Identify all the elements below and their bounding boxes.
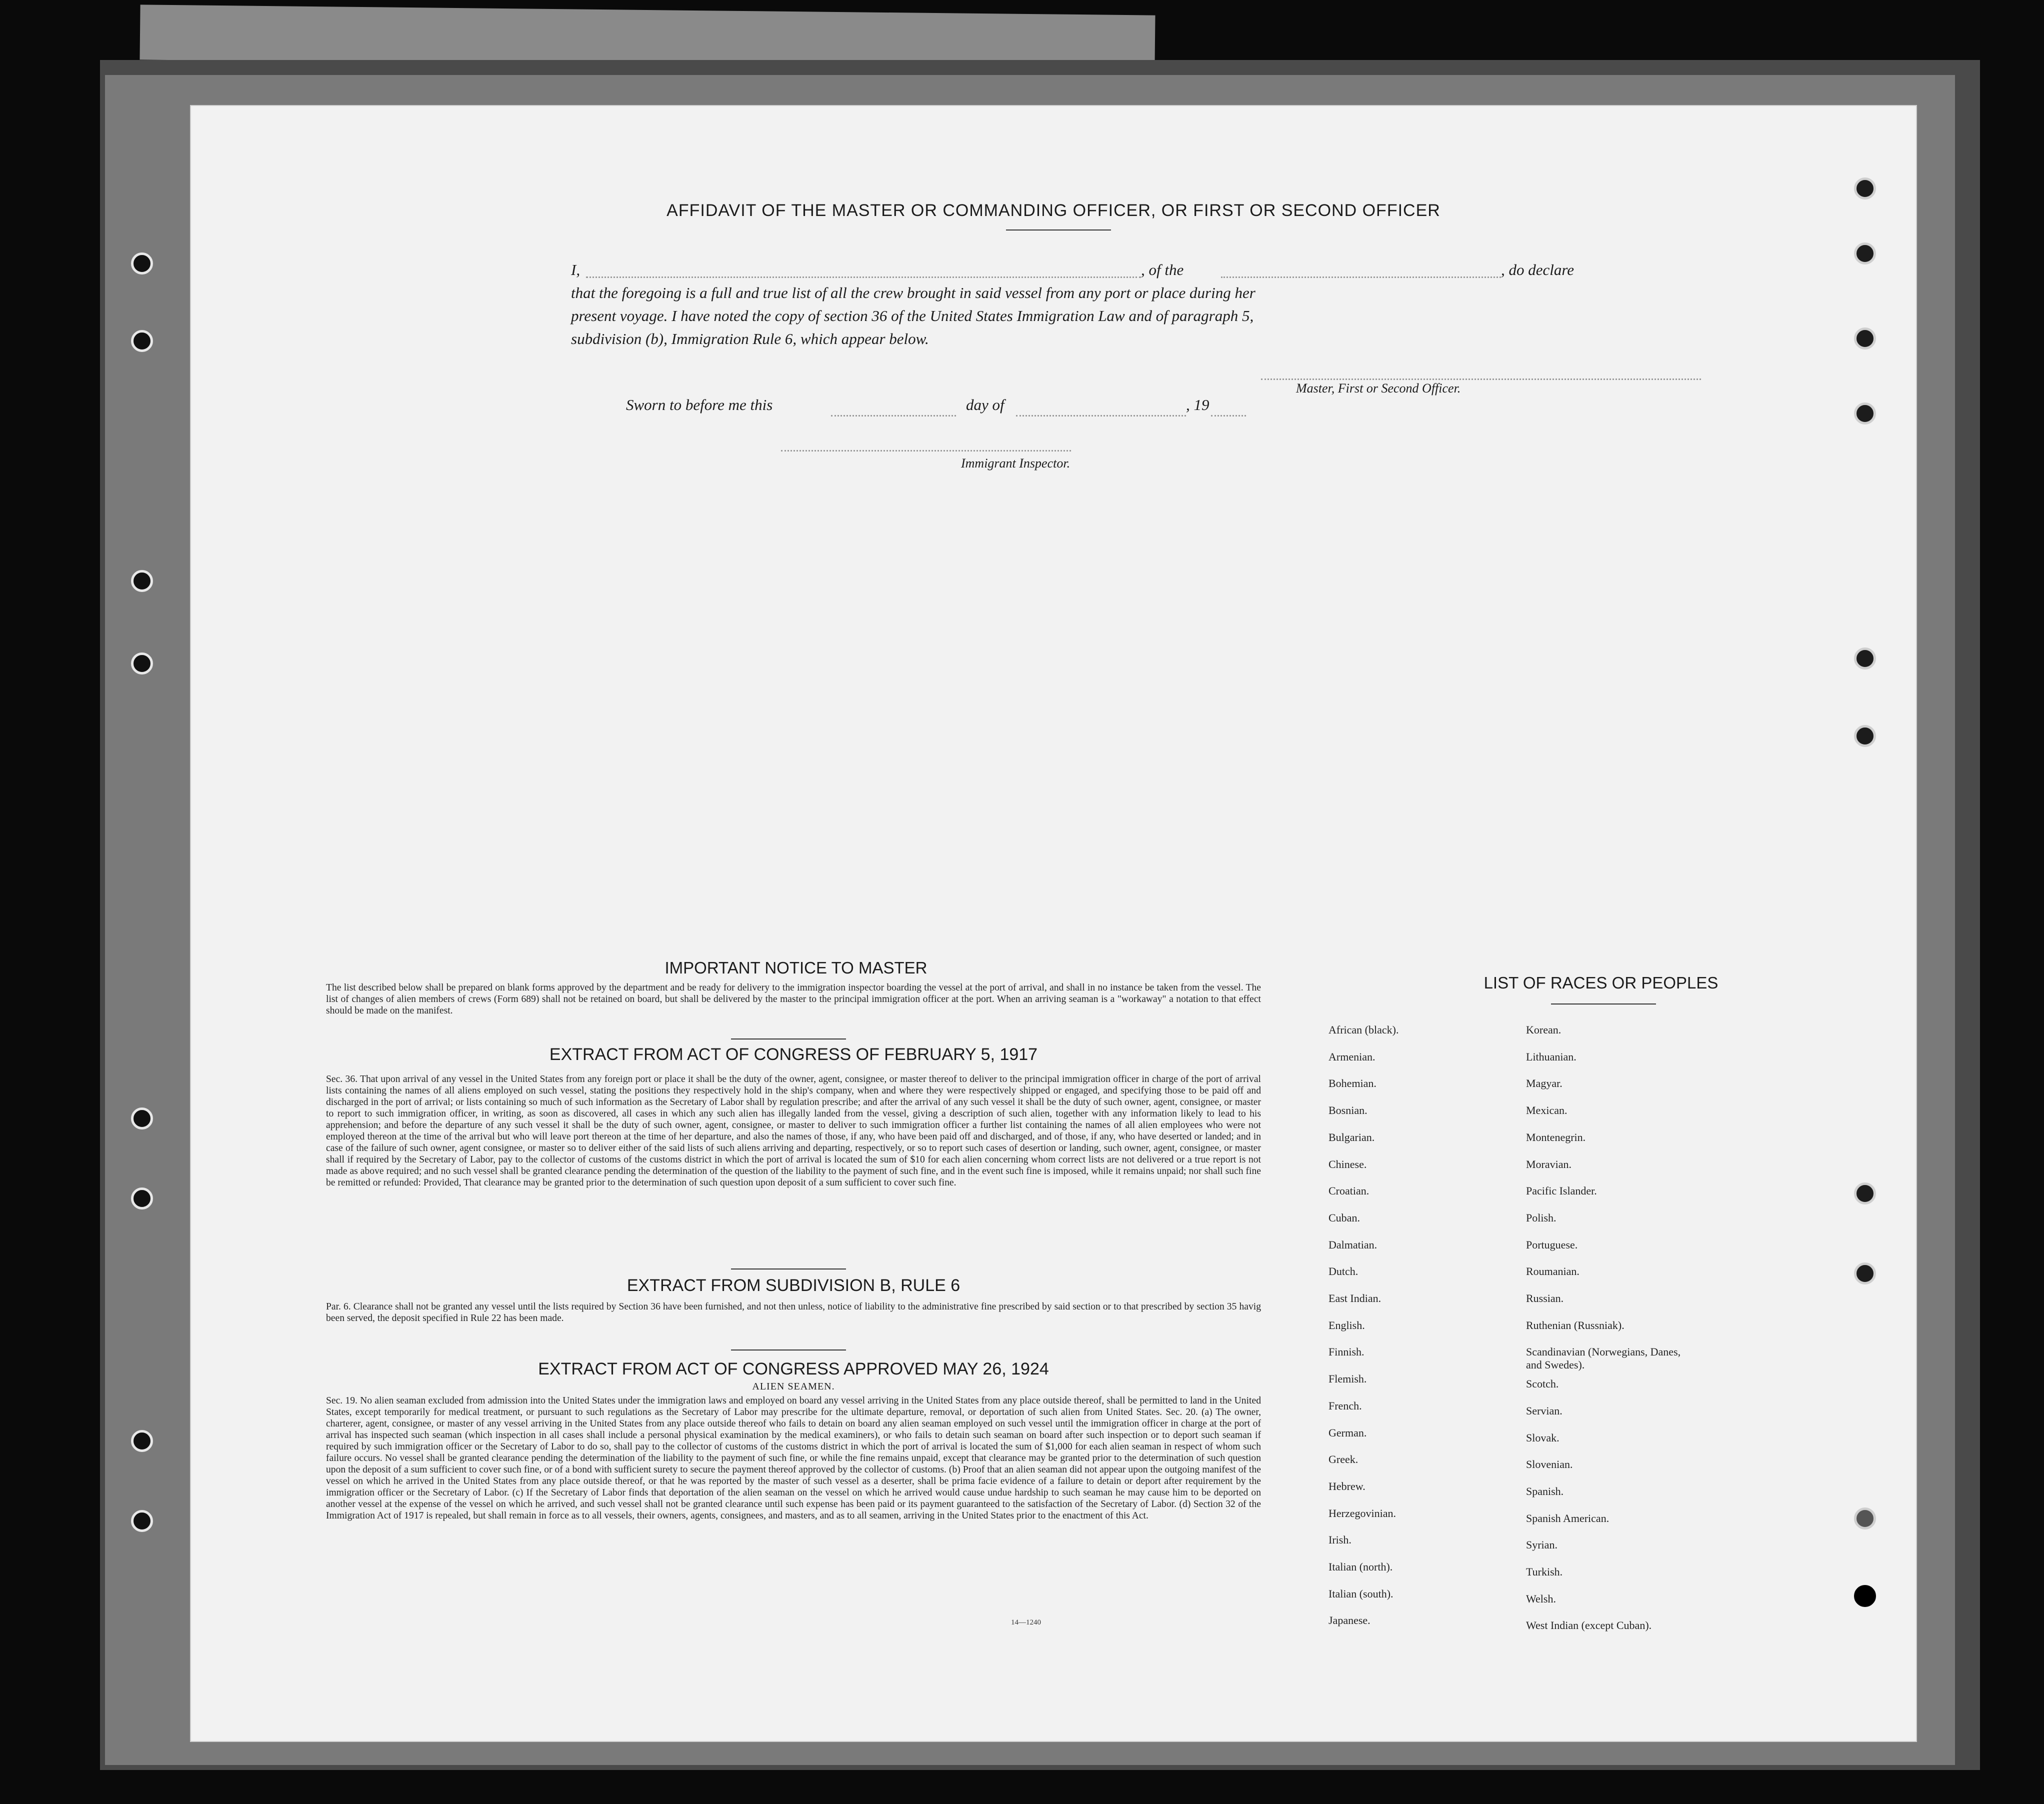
- manifest-page: [190, 105, 1917, 1742]
- binder-hole: [131, 570, 153, 592]
- race-item: Italian (north).: [1328, 1560, 1393, 1573]
- extract2-title: EXTRACT FROM SUBDIVISION B, RULE 6: [626, 1276, 960, 1295]
- binder-hole: [1854, 725, 1876, 747]
- binder-hole: [1854, 648, 1876, 670]
- affidavit-line-3: present voyage. I have noted the copy of section 36 of the United States Immigration Law and of paragraph 5,: [571, 307, 1254, 324]
- race-item: Roumanian.: [1526, 1265, 1580, 1278]
- race-item: Mexican.: [1526, 1104, 1568, 1117]
- race-item: Chinese.: [1328, 1158, 1367, 1170]
- year-label: , 19: [1186, 396, 1210, 414]
- binder-hole: [131, 1108, 153, 1130]
- race-item: Ruthenian (Russniak).: [1526, 1318, 1624, 1332]
- sworn-day-blank: [831, 415, 956, 416]
- race-item: Slovenian.: [1526, 1458, 1573, 1471]
- races-title: LIST OF RACES OR PEOPLES: [1484, 974, 1718, 992]
- race-item: Spanish.: [1526, 1484, 1564, 1498]
- race-item: Russian.: [1526, 1292, 1564, 1304]
- sworn-label: Sworn to before me this: [626, 396, 773, 414]
- section-rule: [731, 1038, 846, 1040]
- binder-hole: [131, 1188, 153, 1210]
- race-item: Greek.: [1328, 1453, 1358, 1466]
- affidavit-line-1: [571, 258, 1731, 282]
- binder-hole: [1854, 1262, 1876, 1284]
- race-item: Flemish.: [1328, 1372, 1367, 1386]
- affidavit-of-the: , of the: [1141, 261, 1184, 278]
- race-item: Dutch.: [1328, 1265, 1358, 1278]
- race-item: German.: [1328, 1426, 1367, 1439]
- affidavit-do-declare: , do declare: [1501, 261, 1574, 278]
- binder-hole: [1854, 1182, 1876, 1204]
- race-item: Magyar.: [1526, 1077, 1562, 1090]
- sworn-year-blank: [1211, 415, 1246, 416]
- master-signature-caption: Master, First or Second Officer.: [1296, 381, 1461, 396]
- race-item: Portuguese.: [1526, 1238, 1578, 1251]
- inspector-caption: Immigrant Inspector.: [961, 456, 1070, 470]
- binder-hole: [1854, 178, 1876, 200]
- race-item: Hebrew.: [1328, 1480, 1366, 1492]
- race-item: Pacific Islander.: [1526, 1184, 1597, 1198]
- affidavit-line-4: subdivision (b), Immigration Rule 6, which appear below.: [571, 330, 929, 348]
- race-item: West Indian (except Cuban).: [1526, 1619, 1652, 1632]
- extract3-subtitle: ALIEN SEAMEN.: [752, 1381, 835, 1392]
- race-item: Finnish.: [1328, 1346, 1364, 1358]
- binder-hole: [1854, 1508, 1876, 1530]
- binder-hole: [131, 652, 153, 674]
- inspector-signature-line: [781, 450, 1071, 452]
- race-item: Irish.: [1328, 1534, 1352, 1546]
- extract1-title: EXTRACT FROM ACT OF CONGRESS OF FEBRUARY 5, 1917: [549, 1045, 1038, 1064]
- race-item: Bulgarian.: [1328, 1130, 1375, 1144]
- race-item: Korean.: [1526, 1024, 1562, 1036]
- sworn-line: [626, 396, 772, 414]
- affidavit-line-2: that the foregoing is a full and true list of all the crew brought in said vessel from any port or place during her: [571, 284, 1256, 302]
- race-item: East Indian.: [1328, 1292, 1382, 1304]
- race-item: Armenian.: [1328, 1050, 1376, 1063]
- extract1-text: Sec. 36. That upon arrival of any vessel in the United States from any foreign port or place it shall be the duty of the owner, agent, consignee, or master thereof to deliver to the principal immigration officer in charge of the port of arrival lists containing the names of all aliens employed on such vessel, stating the positions they respectively hold in the ship's company, when and where they were respectively shipped or engaged, and specifying those to be paid off and discharged in the port of arrival; or lists containing so much of such information as the Secretary of Labor shall by regulation prescribe; and after the arrival of any such vessel it shall be the duty of such owner, agent, consignee, or master to report to such immigration officer, in writing, as soon as discovered, all cases in which any such alien has illegally landed from the vessel, giving a description of such alien, together with any information likely to lead to his apprehension; and before the departure of any such vessel it shall be the duty of such owner, agent, consignee, or master to deliver to such immigration officer a further list containing the names of all alien employees who were not employed thereon at the time of the arrival but who will leave port thereon at the time of her departure, and also the names of those, if any, who have been paid off and discharged, and of those, if any, who have deserted or landed; and in case of the failure of such owner, agent consignee, or master so to deliver either of the said lists of such aliens arriving and departing, respectively, or so to report such cases of desertion or landing, such owner, agent, consignee, or master shall if required by the Secretary of Labor, pay to the collector of customs of the customs district in which the port of arrival is located the sum of $10 for each alien concerning whom correct lists are not delivered or a true report is not made as above required; and no such vessel shall be granted clearance pending the determination of the question of the liability to the payment of such fine, and in the event such fine is imposed, while it remains unpaid; nor shall such fine be remitted or refunded: Provided, That clearance may be granted prior to the determination of such question upon deposit of a sum sufficient to cover such fine.: [326, 1074, 1261, 1188]
- binder-hole: [131, 330, 153, 352]
- race-item: Welsh.: [1526, 1592, 1556, 1605]
- affidavit-body: [571, 258, 1731, 350]
- extract3-text: Sec. 19. No alien seaman excluded from admission into the United States under the immigration laws and employed on board any vessel arriving in the United States from any place outside thereof, shall be permitted to land in the United States, except temporarily for medical treatment, or pursuant to such regulations as the Secretary of Labor may prescribe for the ultimate departure, removal, or deportation of such alien from United States. Sec. 20. (a) The owner, charterer, agent, consignee, or master of any vessel arriving in the United States from any place outside thereof who fails to detain on board any alien seaman employed on such vessel until the immigration officer in charge at the port of arrival has inspected such seaman (which inspection in all cases shall include a personal physical examination by the medical examiners), or who fails to detain such seaman on board after such inspection or to deport such seaman if required by such immigration officer or the Secretary of Labor to do so, shall pay to the collector of customs of the customs district in which the port of arrival is located the sum of $1,000 for each alien seaman in respect of whom such failure occurs. No vessel shall be granted clearance pending the determination of the liability to the payment of such fine, or while the fine remains unpaid, except that clearance may be granted prior to the determination of such question upon the deposit of a sum sufficient to cover such fine, or of a bond with sufficient surety to secure the payment thereof approved by the collector of customs. (b) Proof that an alien seaman did not appear upon the outgoing manifest of the vessel on which he arrived in the United States from any place outside thereof, or that he was reported by the master of such vessel as a deserter, shall be prima facie evidence of a failure to detain or deport after requirement by the immigration officer or the Secretary of Labor. (c) If the Secretary of Labor finds that deportation of the alien seaman on the vessel on which he arrived would cause undue hardship to such seaman he may cause him to be deported on another vessel at the expense of the vessel on which he arrived, and such vessel shall not be granted clearance until such expense has been paid or its payment guaranteed to the satisfaction of the Secretary of Labor. (d) Section 32 of the Immigration Act of 1917 is repealed, but shall remain in force as to all vessels, their owners, agents, consignees, and masters, and as to all seamen, arriving in the United States prior to the enactment of this Act.: [326, 1396, 1261, 1521]
- affidavit-i: I,: [571, 261, 580, 278]
- race-item: Cuban.: [1328, 1211, 1360, 1224]
- notice-text: The list described below shall be prepared on blank forms approved by the department and be ready for delivery to the immigration inspector boarding the vessel at the port of arrival, and shall in no instance be taken from the vessel. The list of changes of alien members of crews (Form 689) shall not be retained on board, but shall be delivered by the master to the principal immigration officer at the port. When an arriving seaman is a "workaway" a notation to that effect should be made on the manifest.: [326, 982, 1261, 1016]
- race-item: Montenegrin.: [1526, 1130, 1586, 1144]
- sworn-month-blank: [1016, 415, 1186, 416]
- vessel-blank: [1221, 276, 1501, 278]
- binder-hole: [1854, 402, 1876, 424]
- race-item: Herzegovinian.: [1328, 1506, 1396, 1520]
- race-item: Spanish American.: [1526, 1512, 1610, 1524]
- binder-hole: [131, 252, 153, 274]
- binder-hole: [131, 1510, 153, 1532]
- form-number: 14—1240: [1011, 1618, 1041, 1626]
- race-item: Polish.: [1526, 1211, 1556, 1224]
- race-item: Japanese.: [1328, 1614, 1370, 1627]
- race-item: Scandinavian (Norwegians, Danes, and Swedes).: [1526, 1346, 1681, 1372]
- race-item: Croatian.: [1328, 1184, 1370, 1198]
- master-signature-line: [1261, 378, 1701, 380]
- name-blank: [586, 276, 1141, 278]
- race-item: Italian (south).: [1328, 1587, 1394, 1600]
- race-item: Scotch.: [1526, 1378, 1559, 1390]
- race-item: Turkish.: [1526, 1566, 1563, 1578]
- notice-title: IMPORTANT NOTICE TO MASTER: [664, 958, 928, 977]
- race-item: African (black).: [1328, 1024, 1399, 1036]
- binder-hole: [131, 1430, 153, 1452]
- race-item: Bohemian.: [1328, 1077, 1376, 1090]
- race-item: Servian.: [1526, 1404, 1562, 1417]
- race-item: Syrian.: [1526, 1538, 1558, 1552]
- race-item: Slovak.: [1526, 1431, 1560, 1444]
- binder-hole: [1854, 1585, 1876, 1607]
- section-rule: [731, 1268, 846, 1270]
- affidavit-title: AFFIDAVIT OF THE MASTER OR COMMANDING OFFICER, OR FIRST OR SECOND OFFICER: [666, 201, 1440, 220]
- binder-hole: [1854, 328, 1876, 350]
- extract3-title: EXTRACT FROM ACT OF CONGRESS APPROVED MAY 26, 1924: [538, 1360, 1049, 1378]
- race-item: Moravian.: [1526, 1158, 1572, 1170]
- race-item: Dalmatian.: [1328, 1238, 1378, 1251]
- day-of-label: day of: [966, 396, 1004, 414]
- race-item: Lithuanian.: [1526, 1050, 1576, 1063]
- race-item: Bosnian.: [1328, 1104, 1368, 1117]
- binder-hole: [1854, 242, 1876, 264]
- extract2-text: Par. 6. Clearance shall not be granted any vessel until the lists required by Section 36 have been furnished, and not then unless, notice of liability to the administrative fine prescribed by said section or to that prescribed by section 35 havig been served, the deposit specified in Rule 22 has been made.: [326, 1302, 1261, 1324]
- race-item: English.: [1328, 1318, 1365, 1332]
- race-item: French.: [1328, 1399, 1362, 1412]
